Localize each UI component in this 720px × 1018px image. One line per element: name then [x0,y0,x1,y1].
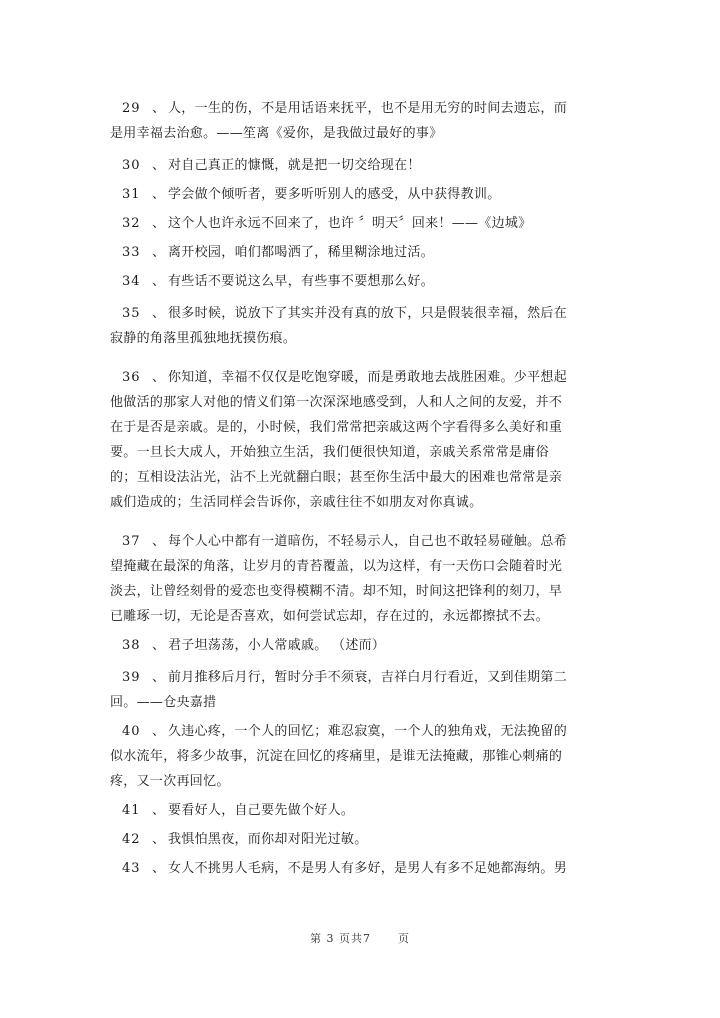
entry-text: 每个人心中都有一道暗伤，不轻易示人，自己也不敢轻易碰触。总希望掩藏在最深的角落，让岁月的青苔覆盖，以为这样，有一天伤口会随着时光淡去，让曾经刻骨的爱恋也变得模糊不清。却不知，时间这把锋利的刻刀，早已雕琢一切，无论是否喜欢，如何尝试忘却，存在过的，永远都擦拭不去。 [110,534,568,624]
entry-text: 很多时候，说放下了其实并没有真的放下，只是假装很幸福，然后在寂静的角落里孤独地抚摸伤痕。 [110,306,568,346]
list-item [110,96,572,146]
list-item [110,798,572,823]
entry-number: 32 [122,216,141,231]
entry-separator: 、 [152,187,166,202]
list-item [110,365,572,515]
entry-number: 42 [122,832,141,847]
entry-text: 要看好人，自己要先做个好人。 [168,803,355,818]
footer-page-number: 3 [326,932,335,945]
list-item [110,182,572,207]
entry-number: 33 [122,245,141,260]
list-item [110,665,572,715]
entry-separator: 、 [152,216,166,231]
list-item [110,856,572,881]
list-item [110,269,572,294]
entry-text: 这个人也许永远不回来了，也许 〞明天〞回来！——《边城》 [168,216,532,231]
footer-total-pages: 7 [363,932,371,945]
list-item [110,240,572,265]
entry-number: 35 [122,306,141,321]
entry-number: 40 [122,724,141,739]
entry-separator: 、 [152,101,166,116]
entry-text: 学会做个倾听者，要多听听别人的感受，从中获得教训。 [168,187,501,202]
entry-number: 29 [122,101,141,116]
entry-separator: 、 [152,158,166,173]
entry-separator: 、 [152,274,166,289]
list-item [110,153,572,178]
list-item [110,211,572,236]
entry-text: 前月推移后月行，暂时分手不须衰，吉祥白月行看近，又到佳期第二回。——仓央嘉措 [110,670,568,710]
entry-text: 离开校园，咱们都喝洒了，稀里糊涂地过活。 [168,245,435,260]
entry-separator: 、 [152,803,166,818]
page-footer [0,930,720,946]
entry-text: 久违心疼，一个人的回忆；难忍寂寞，一个人的独角戏，无法挽留的似水流年，将多少故事，沉淀在回忆的疼痛里，是谁无法掩藏，那锥心刺痛的疼，又一次再回忆。 [110,724,568,789]
entry-text: 有些话不要说这么早，有些事不要想那么好。 [168,274,435,289]
entry-number: 38 [122,638,141,653]
footer-middle: 页共 [339,932,363,945]
entry-text: 我惧怕黑夜，而你却对阳光过敏。 [168,832,368,847]
document-body [110,96,572,881]
entry-separator: 、 [152,670,166,685]
entry-text: 你知道，幸福不仅仅是吃饱穿暖，而是勇敢地去战胜困难。少平想起他做活的那家人对他的情义们第一次深深地感受到，人和人之间的友爱，并不在于是否是亲戚。是的，小时候，我们常常把亲戚这两个字看得多么美好和重要。一旦长大成人，开始独立生活，我们便很快知道，亲戚关系常常是庸俗的；互相设法沾光，沾不上光就翻白眼；甚至你生活中最大的困难也常常是亲戚们造成的；生活同样会告诉你，亲戚往往不如朋友对你真诚。 [110,370,568,510]
list-item [110,301,572,351]
entry-text: 女人不挑男人毛病，不是男人有多好，是男人有多不足她都海纳。男 [168,861,568,876]
entry-number: 41 [122,803,141,818]
entry-separator: 、 [152,861,166,876]
entry-number: 34 [122,274,141,289]
list-item [110,529,572,629]
entry-number: 31 [122,187,141,202]
entry-number: 43 [122,861,141,876]
entry-number: 37 [122,534,141,549]
entry-separator: 、 [152,306,166,321]
entry-text: 君子坦荡荡，小人常戚戚。 （述而） [168,638,386,653]
list-item [110,719,572,794]
entry-separator: 、 [152,724,166,739]
entry-text: 对自己真正的慷慨，就是把一切交给现在！ [168,158,421,173]
entry-separator: 、 [152,245,166,260]
entry-separator: 、 [152,534,166,549]
entry-separator: 、 [152,638,166,653]
entry-text: 人，一生的伤，不是用话语来抚平，也不是用无穷的时间去遗忘，而是用幸福去治愈。——笙离《爱你，是我做过最好的事》 [110,101,568,141]
entry-number: 30 [122,158,141,173]
list-item [110,827,572,852]
entry-separator: 、 [152,370,166,385]
entry-separator: 、 [152,832,166,847]
footer-prefix: 第 [310,932,322,945]
list-item [110,633,572,658]
footer-suffix: 页 [397,932,410,945]
entry-number: 39 [122,670,141,685]
entry-number: 36 [122,370,141,385]
